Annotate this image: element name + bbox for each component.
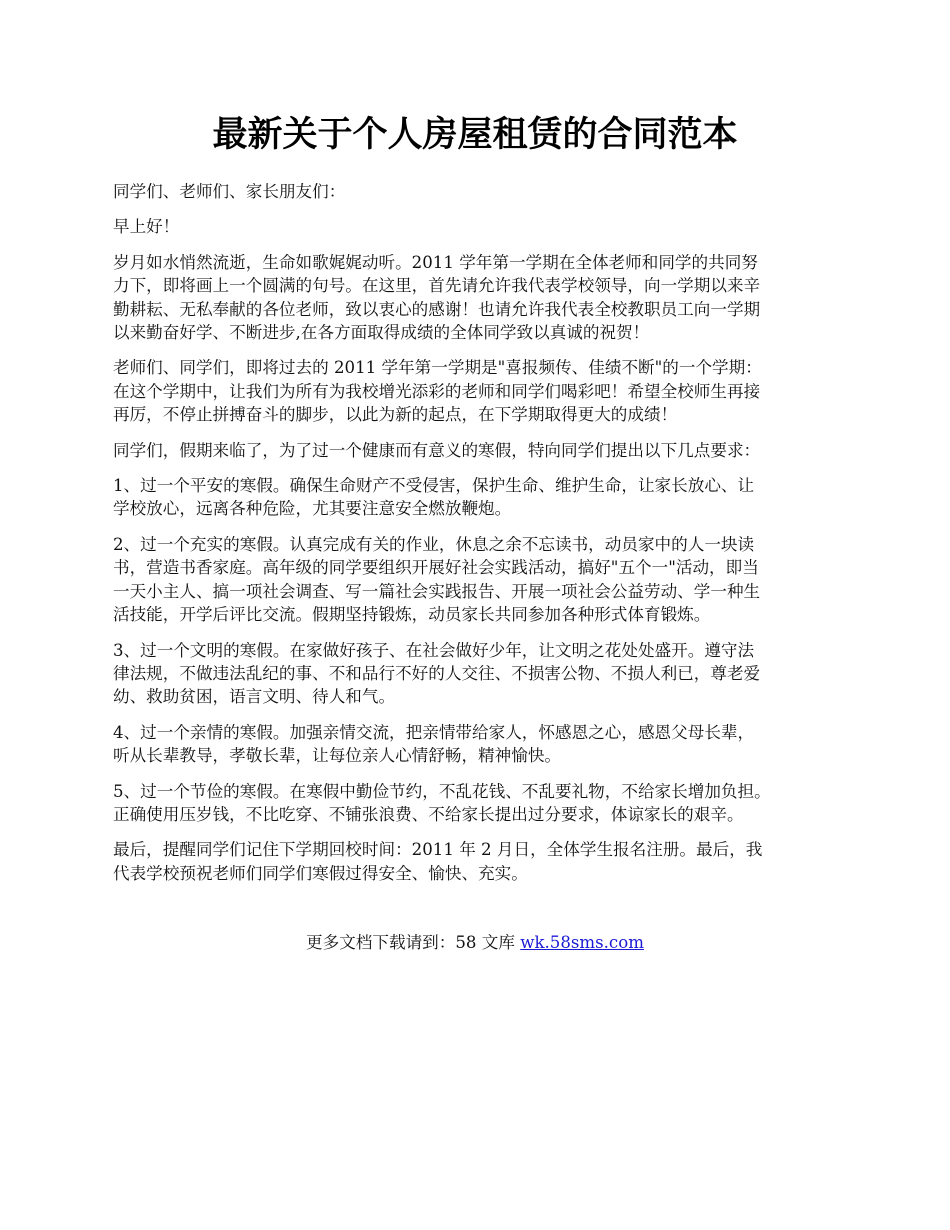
paragraph-line: 幼、救助贫困，语言文明、待人和气。	[113, 687, 396, 707]
footer-text: 更多文档下载请到：58 文库	[306, 933, 521, 952]
paragraph-line: 岁月如水悄然流逝，生命如歌娓娓动听。2011 学年第一学期在全体老师和同学的共同努	[113, 252, 758, 272]
paragraph-line: 律法规，不做违法乱纪的事、不和品行不好的人交往、不损害公物、不损人利已，尊老爱	[113, 663, 761, 683]
paragraph	[113, 251, 848, 345]
paragraph-line: 同学们、老师们、家长朋友们：	[113, 182, 346, 201]
paragraph-line: 一天小主人、搞一项社会调查、写一篇社会实践报告、开展一项社会公益劳动、学一种生	[113, 581, 761, 601]
paragraph-line: 4、过一个亲情的寒假。加强亲情交流，把亲情带给家人，怀感恩之心，感恩父母长辈，	[113, 722, 755, 742]
paragraph-line: 学校放心，远离各种危险，尤其要注意安全燃放鞭炮。	[113, 499, 512, 519]
paragraph-line: 同学们，假期来临了，为了过一个健康而有意义的寒假，特向同学们提出以下几点要求：	[113, 440, 761, 460]
page-title: 最新关于个人房屋租赁的合同范本	[212, 114, 738, 155]
paragraph	[113, 215, 848, 238]
paragraph-line: 听从长辈教导，孝敬长辈，让每位亲人心情舒畅，精神愉快。	[113, 746, 562, 766]
paragraph-line: 代表学校预祝老师们同学们寒假过得安全、愉快、充实。	[113, 863, 528, 883]
download-footer	[0, 931, 950, 954]
paragraph	[113, 439, 848, 462]
paragraph	[113, 639, 848, 709]
paragraph	[113, 356, 848, 426]
paragraph	[113, 474, 848, 521]
paragraph-line: 2、过一个充实的寒假。认真完成有关的作业，休息之余不忘读书，动员家中的人一块读	[113, 534, 755, 554]
paragraph-line: 3、过一个文明的寒假。在家做好孩子、在社会做好少年，让文明之花处处盛开。遵守法	[113, 640, 755, 660]
paragraph-line: 在这个学期中，让我们为所有为我校增光添彩的老师和同学们喝彩吧！希望全校师生再接	[113, 381, 761, 401]
paragraph-line: 正确使用压岁钱，不比吃穿、不铺张浪费、不给家长提出过分要求，体谅家长的艰辛。	[113, 804, 744, 824]
paragraph-line: 再厉，不停止拼搏奋斗的脚步，以此为新的起点，在下学期取得更大的成绩！	[113, 405, 678, 425]
document-body	[113, 180, 848, 897]
paragraph	[113, 838, 848, 885]
paragraph-line: 1、过一个平安的寒假。确保生命财产不受侵害，保护生命、维护生命，让家长放心、让	[113, 476, 755, 496]
paragraph-line: 勤耕耘、无私奉献的各位老师，致以衷心的感谢！也请允许我代表全校教职员工向一学期	[113, 299, 761, 319]
paragraph	[113, 533, 848, 627]
footer-link[interactable]: wk.58sms.com	[520, 933, 644, 952]
paragraph-line: 书，营造书香家庭。高年级的同学要组织开展好社会实践活动，搞好"五个一"活动，即当	[113, 558, 759, 578]
paragraph-line: 老师们、同学们，即将过去的 2011 学年第一学期是"喜报频传、佳绩不断"的一个学期：	[113, 358, 762, 378]
paragraph-line: 最后，提醒同学们记住下学期回校时间：2011 年 2 月日，全体学生报名注册。最后，我	[113, 840, 763, 860]
paragraph-line: 早上好！	[113, 217, 180, 237]
paragraph	[113, 721, 848, 768]
paragraph-line: 活技能，开学后评比交流。假期坚持锻炼，动员家长共同参加各种形式体育锻炼。	[113, 605, 711, 625]
paragraph-line: 5、过一个节俭的寒假。在寒假中勤俭节约，不乱花钱、不乱要礼物，不给家长增加负担。	[113, 781, 771, 801]
paragraph	[113, 780, 848, 827]
paragraph	[113, 180, 848, 203]
paragraph-line: 力下，即将画上一个圆满的句号。在这里，首先请允许我代表学校领导，向一学期以来辛	[113, 276, 761, 296]
paragraph-line: 以来勤奋好学、不断进步,在各方面取得成绩的全体同学致以真诚的祝贺！	[113, 323, 650, 343]
